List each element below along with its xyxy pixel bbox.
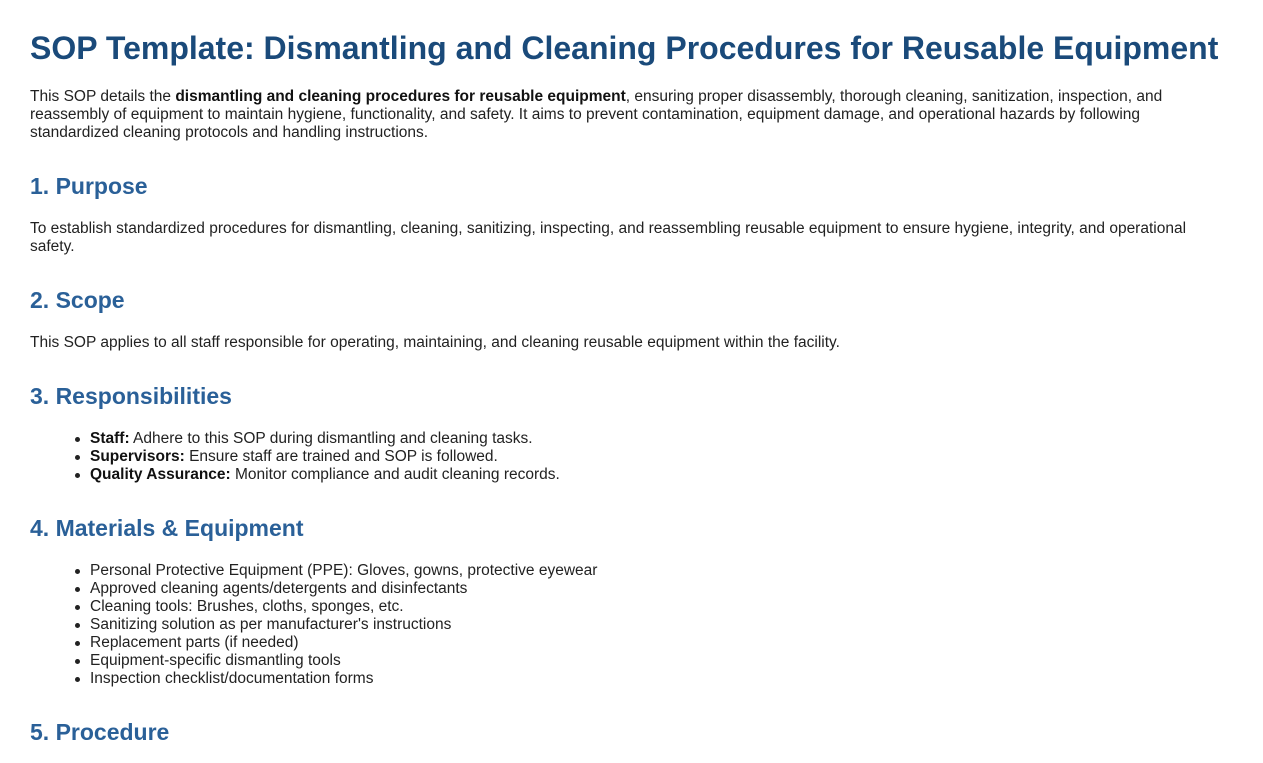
list-item: Cleaning tools: Brushes, cloths, sponges, etc. (90, 598, 597, 616)
materials-list (90, 562, 597, 688)
intro-bold-phrase: dismantling and cleaning procedures for reusable equipment (175, 88, 626, 105)
scope-text: This SOP applies to all staff responsible for operating, maintaining, and cleaning reusable equipment within the facility. (30, 334, 840, 351)
page-title: SOP Template: Dismantling and Cleaning Procedures for Reusable Equipment (30, 30, 1219, 66)
role-label: Supervisors: (90, 448, 185, 465)
list-item: Inspection checklist/documentation forms (90, 670, 597, 688)
role-text: Monitor compliance and audit cleaning records. (230, 466, 560, 483)
list-item (90, 448, 560, 466)
intro-paragraph (30, 88, 1230, 142)
materials-heading: 4. Materials & Equipment (30, 515, 304, 541)
list-item: Sanitizing solution as per manufacturer's instructions (90, 616, 597, 634)
role-label: Quality Assurance: (90, 466, 231, 483)
role-label: Staff: (90, 430, 130, 447)
list-item: Approved cleaning agents/detergents and disinfectants (90, 580, 597, 598)
responsibilities-list (90, 430, 560, 484)
scope-heading: 2. Scope (30, 287, 125, 313)
list-item: Replacement parts (if needed) (90, 634, 597, 652)
list-item (90, 430, 560, 448)
intro-prefix: This SOP details the (30, 88, 176, 105)
list-item: Equipment-specific dismantling tools (90, 652, 597, 670)
purpose-text: To establish standardized procedures for dismantling, cleaning, sanitizing, inspecting, and reassembling reusable equipment to ensure hygiene, integrity, and operational safety. (30, 220, 1187, 255)
responsibilities-heading: 3. Responsibilities (30, 383, 232, 409)
role-text: Adhere to this SOP during dismantling and cleaning tasks. (129, 430, 533, 447)
intro-suffix: , ensuring proper disassembly, thorough cleaning, sanitization, inspection, and reassembly of equipment to maintain hygiene, functionality, and safety. It aims to prevent contamination, equipment damage, and operational hazards by following standardized cleaning protocols and handling instructions. (30, 88, 1163, 141)
purpose-heading: 1. Purpose (30, 173, 148, 199)
list-item (90, 466, 560, 484)
procedure-heading: 5. Procedure (30, 719, 170, 745)
list-item: Personal Protective Equipment (PPE): Gloves, gowns, protective eyewear (90, 562, 598, 579)
role-text: Ensure staff are trained and SOP is followed. (184, 448, 498, 465)
